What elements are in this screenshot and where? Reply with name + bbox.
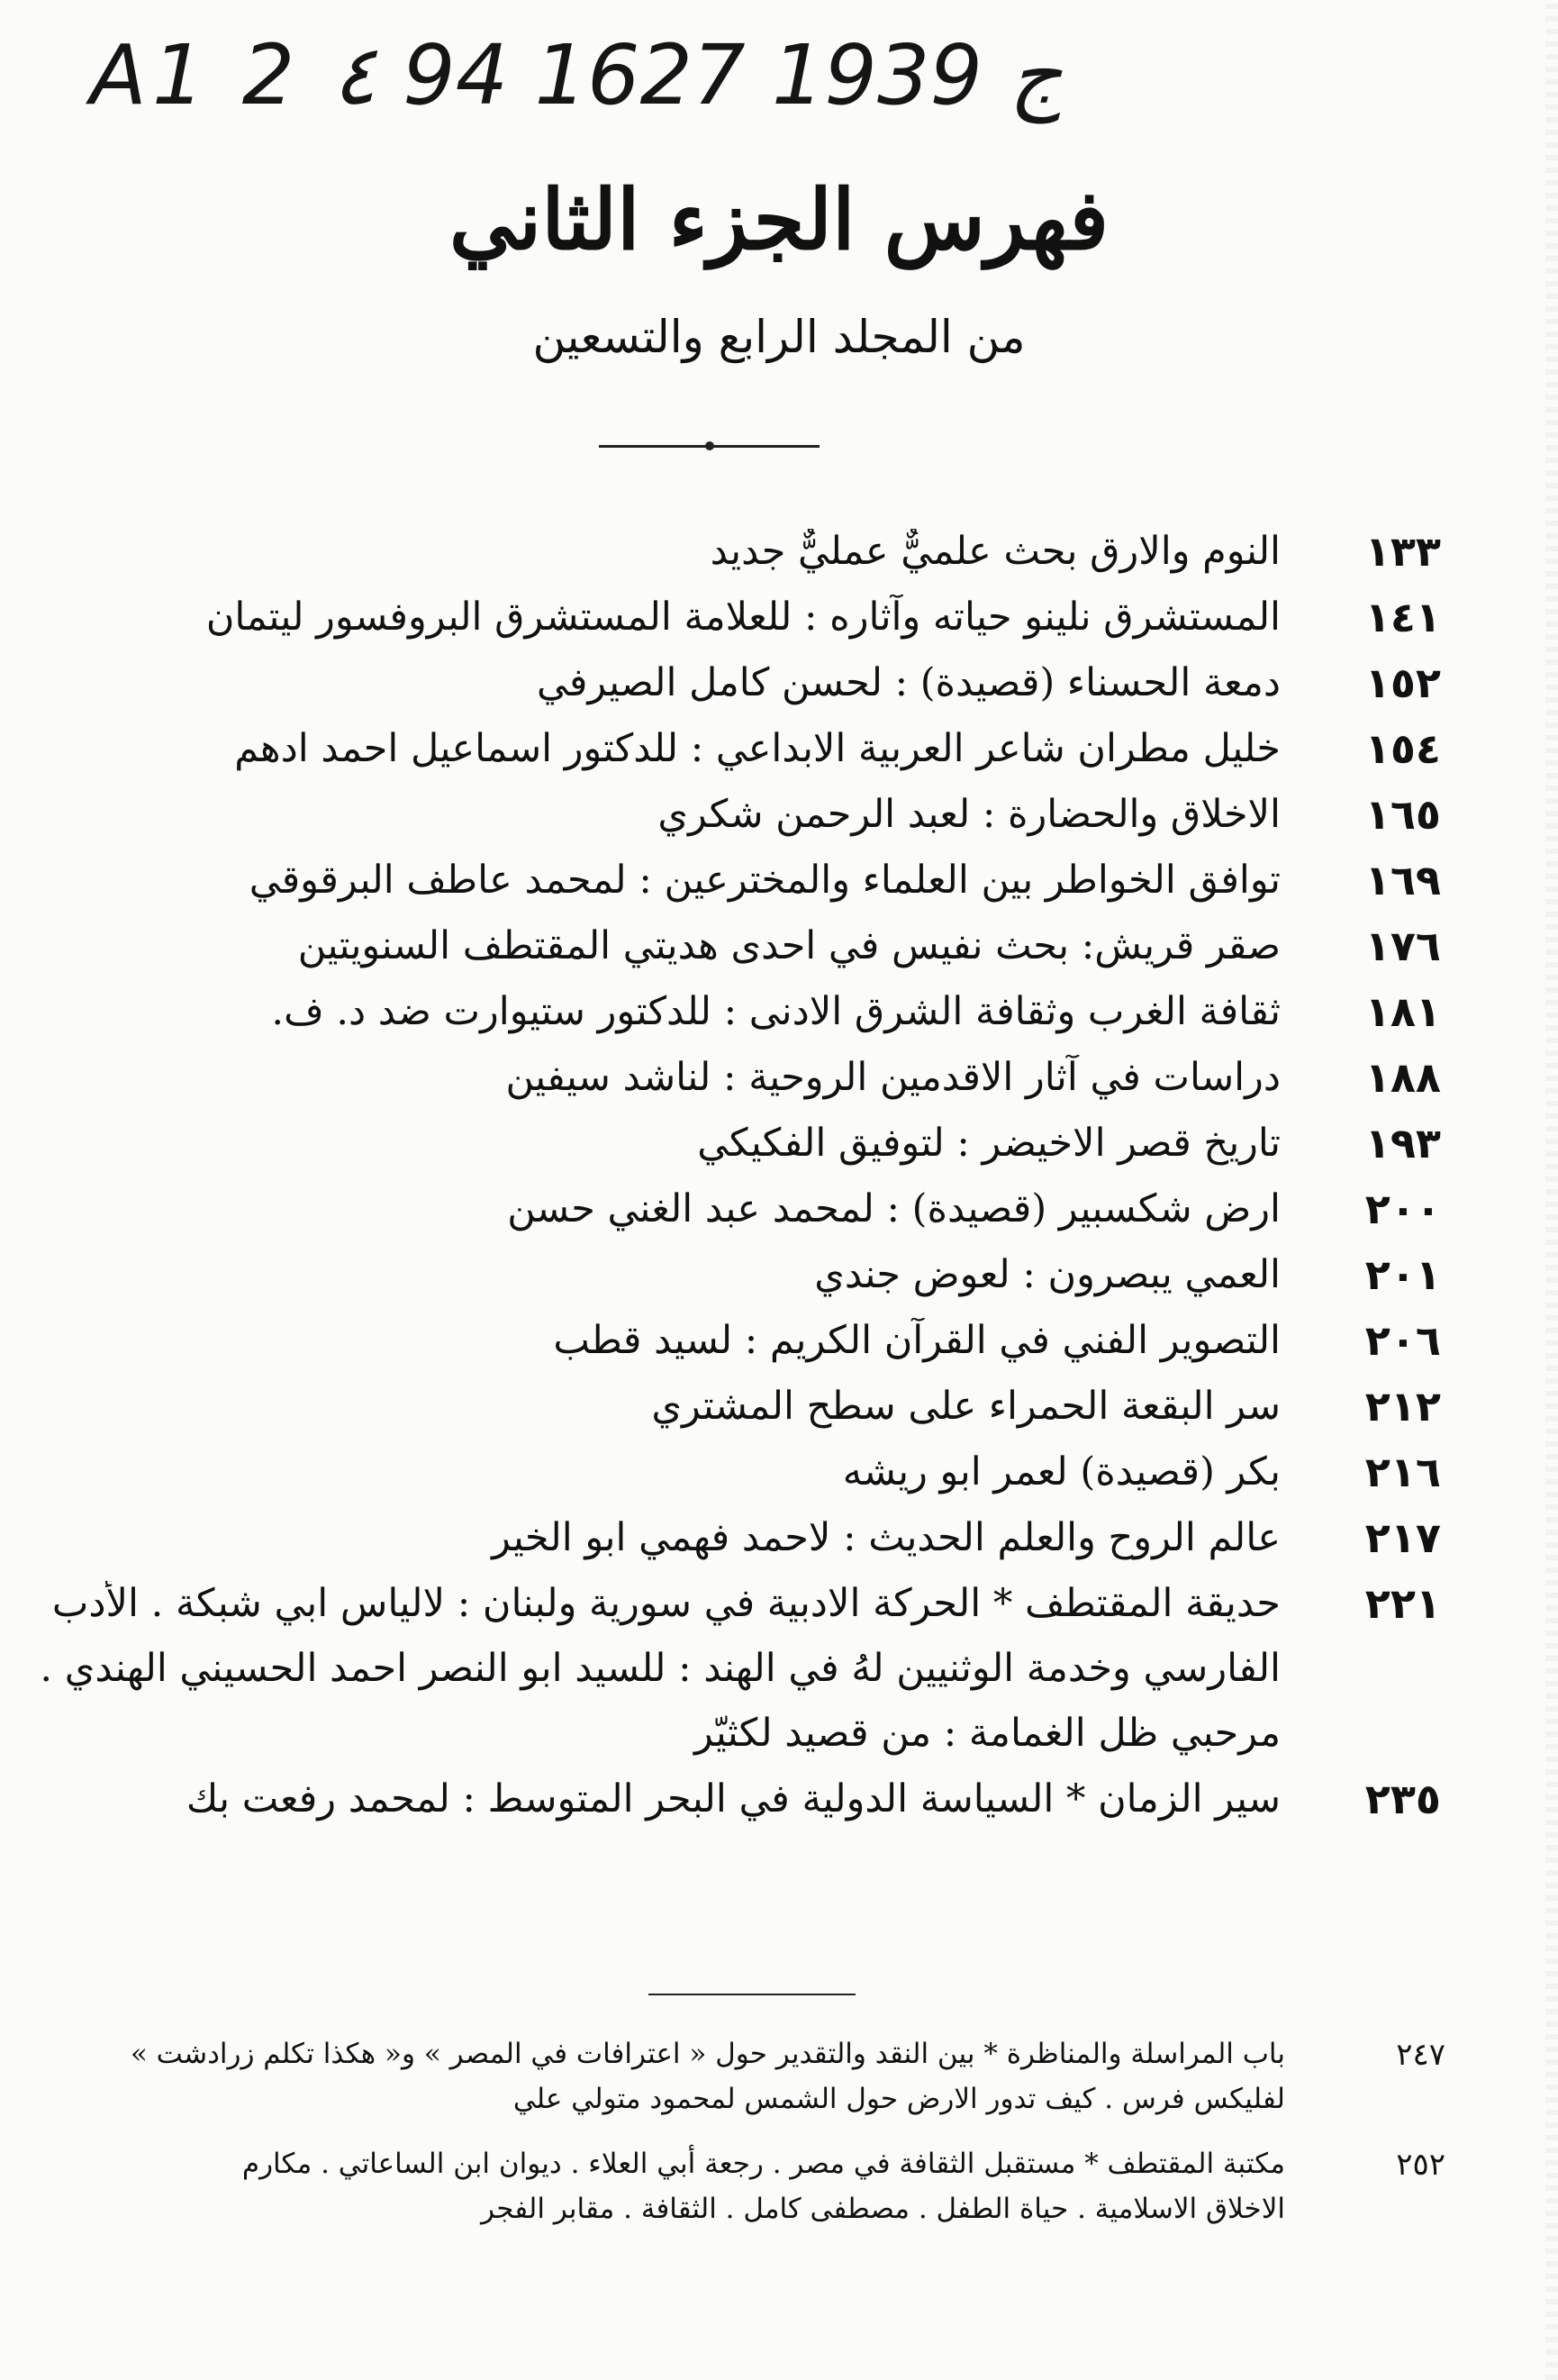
divider-top [599, 445, 820, 448]
toc-entry-text: سر البقعة الحمراء على سطح المشتري [651, 1383, 1281, 1429]
toc-entry-text: التصوير الفني في القرآن الكريم : لسيد قطب [553, 1317, 1281, 1363]
toc-entry-text: تاريخ قصر الاخيضر : لتوفيق الفكيكي [697, 1120, 1281, 1166]
toc-entry [36, 1373, 1441, 1439]
appendix-line: لفليكس فرس . كيف تدور الارض حول الشمس لمحمود متولي علي [512, 2083, 1285, 2115]
toc-page-number: ٢٠٠ [1364, 1184, 1441, 1233]
toc-entry-continuation [36, 1636, 1441, 1701]
toc-entry-text: الاخلاق والحضارة : لعبد الرحمن شكري [657, 791, 1281, 837]
toc-page-number: ٢١٦ [1364, 1447, 1441, 1496]
toc-page-number: ٢٠١ [1364, 1249, 1441, 1299]
appendix-line: مكتبة المقتطف * مستقبل الثقافة في مصر . رجعة أبي العلاء . ديوان ابن الساعاتي . مكارم [241, 2148, 1285, 2180]
divider-middle [648, 1994, 856, 1995]
toc-entry-text: بكر (قصيدة) لعمر ابو ريشه [842, 1449, 1281, 1494]
toc-page-number: ١٥٤ [1364, 723, 1441, 773]
toc-page-number: ١٨١ [1364, 986, 1441, 1036]
appendix-entry-text [18, 2141, 1328, 2231]
toc-page-number: ٢٢١ [1364, 1578, 1441, 1628]
toc-entry [36, 781, 1441, 847]
toc-entry [36, 650, 1441, 715]
toc-page-number: ١٨٨ [1364, 1052, 1441, 1102]
appendix-entry [18, 2031, 1445, 2121]
appendix-entry-text [18, 2031, 1328, 2121]
toc-entry [36, 1307, 1441, 1373]
toc-entry-text: عالم الروح والعلم الحديث : لاحمد فهمي ابو الخير [492, 1514, 1281, 1560]
appendix-line: باب المراسلة والمناظرة * بين النقد والتقدير حول « اعترافات في المصر » و« هكذا تكلم زرادشت » [130, 2038, 1285, 2070]
toc-page-number: ٢٠٦ [1364, 1315, 1441, 1365]
appendix-page-number: ٢٥٢ [1396, 2147, 1445, 2183]
toc-entry-text: صقر قريش: بحث نفيس في احدى هديتي المقتطف السنويتين [297, 922, 1281, 968]
toc-entry-text: توافق الخواطر بين العلماء والمخترعين : لمحمد عاطف البرقوقي [249, 857, 1281, 903]
toc-page-number: ٢٣٥ [1364, 1774, 1441, 1823]
toc-page-number: ١٦٩ [1364, 855, 1441, 904]
toc-page-number: ١٦٥ [1364, 789, 1441, 839]
toc-entry-text: ارض شكسبير (قصيدة) : لمحمد عبد الغني حسن [507, 1185, 1281, 1231]
toc-page-number: ١٣٣ [1364, 526, 1441, 576]
toc-entry [36, 1110, 1441, 1176]
toc-entry-text: دراسات في آثار الاقدمين الروحية : لناشد سيفين [505, 1054, 1281, 1100]
page-title: فهرس الجزء الثاني [448, 171, 1110, 268]
appendix-page-number: ٢٤٧ [1396, 2037, 1445, 2073]
toc-entry [36, 913, 1441, 978]
toc-page-number: ١٤١ [1364, 592, 1441, 641]
toc-entry-text: الفارسي وخدمة الوثنيين لهُ في الهند : للسيد ابو النصر احمد الحسيني الهندي . [40, 1646, 1281, 1691]
toc-entry-text: دمعة الحسناء (قصيدة) : لحسن كامل الصيرفي [537, 659, 1281, 705]
handwritten-catalog-note: A1 2 ٤ 94 ج 1939 1627 [90, 27, 1063, 123]
toc-entry-text: ثقافة الغرب وثقافة الشرق الادنى : للدكتور ستيوارت ضد د. ف. [271, 988, 1281, 1034]
toc-entry-text: النوم والارق بحث علميٌّ عمليٌّ جديد [710, 528, 1281, 574]
toc-entry-text: خليل مطران شاعر العربية الابداعي : للدكتور اسماعيل احمد ادهم [234, 725, 1281, 771]
toc-entry [36, 978, 1441, 1044]
toc-entry-continuation [36, 1701, 1441, 1766]
toc-entry-text: حديقة المقتطف * الحركة الادبية في سورية ولبنان : لالياس ابي شبكة . الأدب [51, 1580, 1281, 1626]
toc-page-number: ٢١٢ [1364, 1381, 1441, 1431]
appendix-line: الاخلاق الاسلامية . حياة الطفل . مصطفى كامل . الثقافة . مقابر الفجر [481, 2193, 1285, 2225]
toc-entry [36, 584, 1441, 650]
page-subtitle: من المجلد الرابع والتسعين [532, 311, 1026, 363]
toc-entry [36, 1504, 1441, 1570]
toc-entry-text: مرحبي ظل الغمامة : من قصيد لكثيّر [694, 1711, 1281, 1756]
toc-entry [36, 1766, 1441, 1831]
toc-entry [36, 518, 1441, 584]
toc-entry [36, 1044, 1441, 1110]
toc-entry-text: سير الزمان * السياسة الدولية في البحر المتوسط : لمحمد رفعت بك [186, 1776, 1281, 1821]
toc-entry [36, 1241, 1441, 1307]
appendix-entry [18, 2141, 1445, 2231]
toc-page-number: ١٩٣ [1364, 1118, 1441, 1167]
table-of-contents [36, 518, 1441, 1831]
appendix-list [18, 2031, 1445, 2251]
divider-ornament [705, 441, 714, 450]
toc-entry [36, 1570, 1441, 1636]
toc-page-number: ٢١٧ [1364, 1512, 1441, 1562]
toc-entry [36, 1439, 1441, 1504]
toc-entry [36, 847, 1441, 913]
toc-entry [36, 715, 1441, 781]
toc-entry-text: العمي يبصرون : لعوض جندي [814, 1251, 1281, 1297]
toc-page-number: ١٥٢ [1364, 658, 1441, 707]
toc-entry-text: المستشرق نلينو حياته وآثاره : للعلامة المستشرق البروفسور ليتمان [205, 594, 1281, 640]
toc-entry [36, 1176, 1441, 1241]
toc-page-number: ١٧٦ [1364, 921, 1441, 970]
